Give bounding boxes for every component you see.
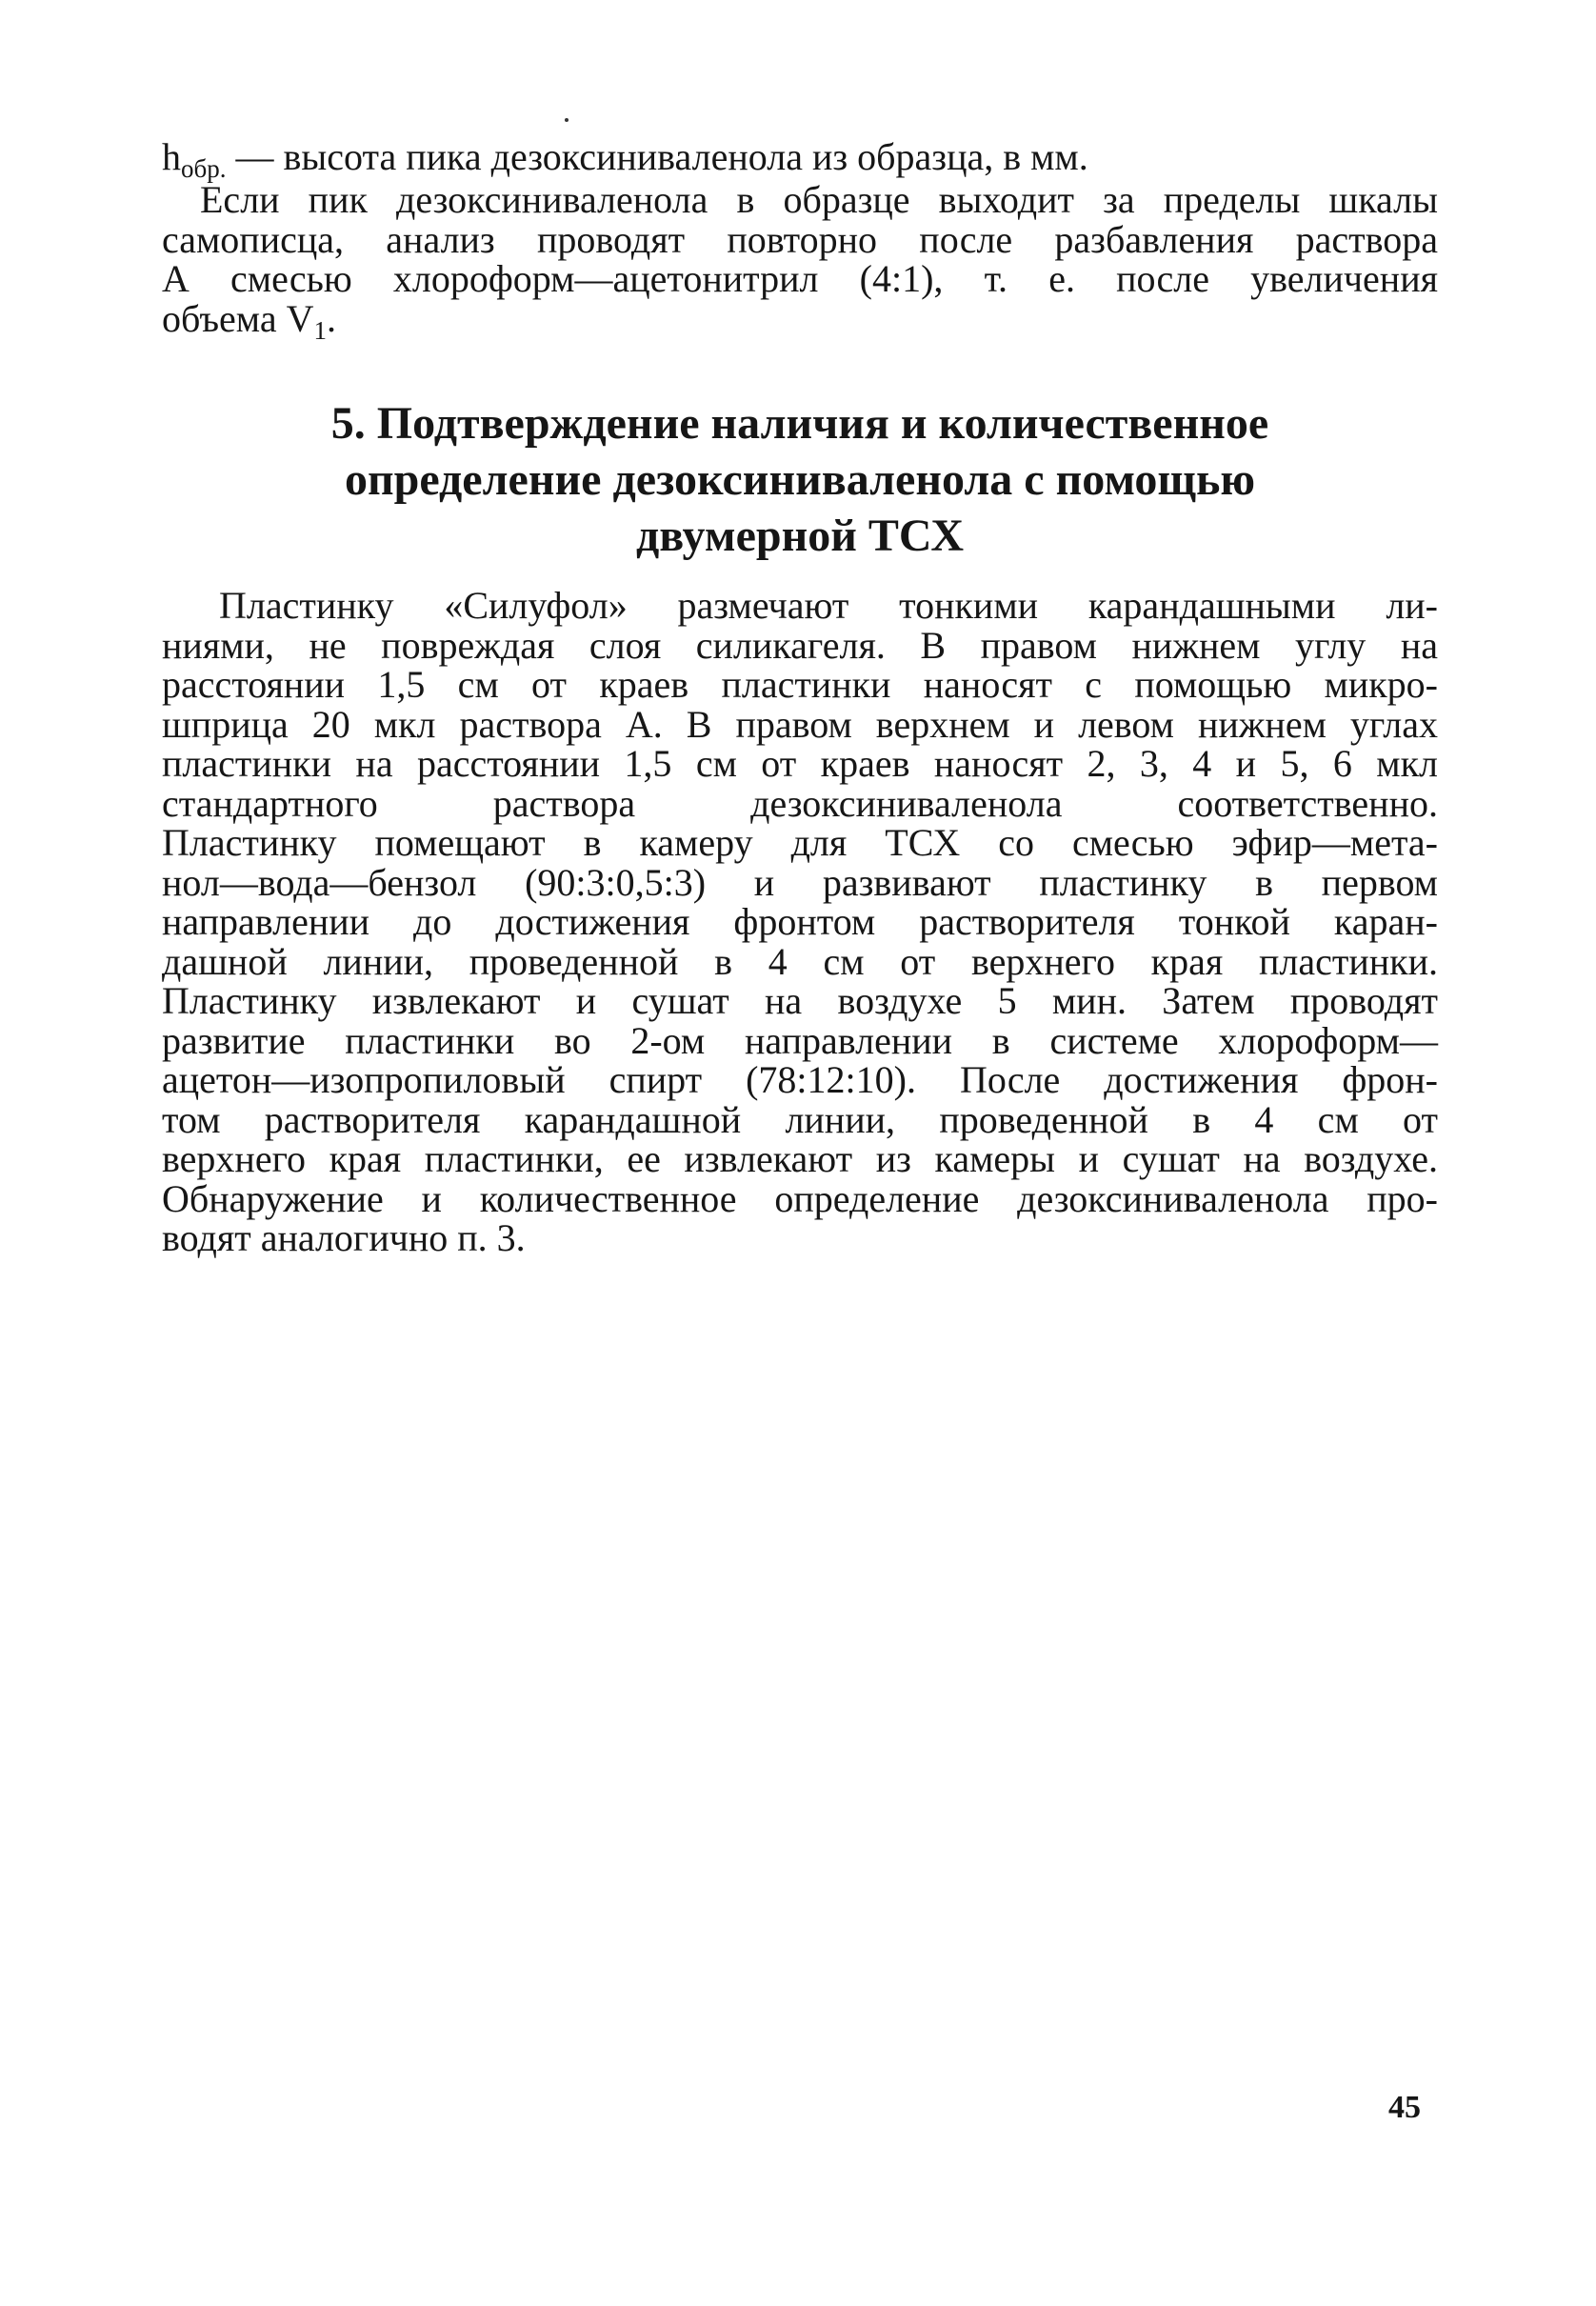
body-line: дашной линии, проведенной в 4 см от верхнего края пластинки. <box>162 939 1438 983</box>
paragraph-line: А смесью хлороформ—ацетонитрил (4:1), т. е. после увеличения <box>162 257 1438 300</box>
body-line: ацетон—изопропиловый спирт (78:12:10). После достижения фрон- <box>162 1058 1438 1101</box>
body-line: пластинки на расстоянии 1,5 см от краев наносят 2, 3, 4 и 5, 6 мкл <box>162 742 1438 785</box>
volume-subscript: 1 <box>313 315 327 345</box>
section-heading <box>162 395 1438 564</box>
paragraph-line: самописца, анализ проводят повторно после разбавления раствора <box>162 217 1438 261</box>
body-line: Обнаружение и количественное определение дезоксиниваленола про- <box>162 1176 1438 1220</box>
body-line: ниями, не повреждая слоя силикагеля. В правом нижнем углу на <box>162 623 1438 667</box>
heading-line: определение дезоксиниваленола с помощью <box>344 454 1255 505</box>
definition-line <box>162 137 1438 182</box>
page-number: 45 <box>1388 2090 1421 2125</box>
body-line: развитие пластинки во 2-ом направлении в системе хлороформ— <box>162 1018 1438 1062</box>
body-line: водят аналогично п. 3. <box>162 1216 526 1259</box>
body-line: расстоянии 1,5 см от краев пластинки наносят с помощью микро- <box>162 663 1438 706</box>
body-line: направлении до достижения фронтом растворителя тонкой каран- <box>162 900 1438 943</box>
print-speck <box>565 118 569 122</box>
definition-description: — высота пика дезоксиниваленола из образца, в мм. <box>226 135 1088 178</box>
heading-line: 5. Подтверждение наличия и количественное <box>330 398 1269 449</box>
body-line: стандартного раствора дезоксиниваленола соответственно. <box>162 781 1438 825</box>
paragraph-overflow <box>162 180 1438 343</box>
body-line: шприца 20 мкл раствора А. В правом верхнем и левом нижнем углах <box>162 702 1438 746</box>
body-line: верхнего края пластинки, ее извлекают из камеры и сушат на воздухе. <box>162 1137 1438 1180</box>
paragraph-line: Если пик дезоксиниваленола в образце выходит за пределы шкалы <box>200 178 1438 221</box>
definition-text <box>162 137 1438 182</box>
section-body <box>162 586 1438 1258</box>
body-line: Пластинку «Силуфол» размечают тонкими карандашными ли- <box>219 584 1438 627</box>
volume-prefix: объема V <box>162 296 314 340</box>
paragraph-last-line <box>162 296 1438 345</box>
body-line: Пластинку помещают в камеру для ТСХ со смесью эфир—мета- <box>162 821 1438 864</box>
body-line: Пластинку извлекают и сушат на воздухе 5 мин. Затем проводят <box>162 979 1438 1022</box>
definition-symbol: h <box>162 135 181 178</box>
body-line: нол—вода—бензол (90:3:0,5:3) и развивают пластинку в первом <box>162 860 1438 904</box>
heading-line: двумерной ТСХ <box>635 511 965 561</box>
volume-suffix: . <box>326 296 336 340</box>
body-line: том растворителя карандашной линии, проведенной в 4 см от <box>162 1097 1438 1141</box>
definition-subscript: обр. <box>181 154 227 183</box>
